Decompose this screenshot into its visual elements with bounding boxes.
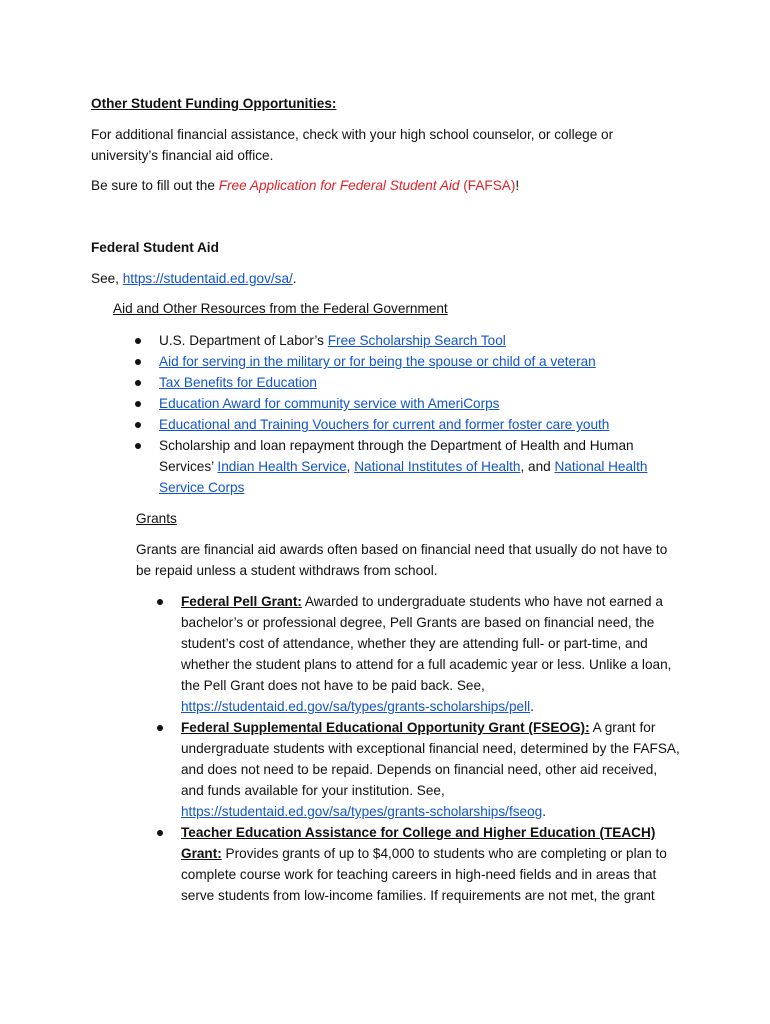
item-separator: ,: [346, 459, 355, 474]
grant-title: Teacher Education Assistance for College and Higher Education (TEACH) Grant:: [181, 825, 656, 861]
grants-heading: Grants: [136, 511, 177, 526]
list-item: [159, 372, 679, 393]
fafsa-link[interactable]: [219, 178, 516, 193]
item-prefix: Scholarship and loan repayment through the Department of Health and Human Services’: [159, 438, 634, 474]
list-item: [159, 414, 679, 435]
federal-resources-list: [159, 330, 679, 498]
fafsa-paragraph: [91, 175, 519, 196]
bullet-icon: [157, 599, 163, 605]
bullet-icon: [135, 338, 141, 344]
fseog-link[interactable]: https://studentaid.ed.gov/sa/types/grants-scholarships/fseog: [181, 804, 543, 819]
federal-see-line: [91, 268, 297, 289]
list-item: [159, 435, 679, 498]
nih-link[interactable]: National Institutes of Health: [354, 459, 521, 474]
bullet-icon: [157, 830, 163, 836]
grant-text: Provides grants of up to $4,000 to students who are completing or plan to complete course work for teaching careers in high-need fields and in areas that serve students from low-income families. If requirements are not met, the grant: [181, 846, 667, 903]
scholarship-search-link[interactable]: Free Scholarship Search Tool: [327, 333, 506, 348]
see-suffix: .: [292, 271, 297, 286]
grant-end: .: [530, 699, 534, 714]
bullet-icon: [135, 380, 141, 386]
list-item: [159, 351, 679, 372]
grant-text: Awarded to undergraduate students who have not earned a bachelor’s or professional degree, Pell Grants are based on financial need, the student’s cost of attendance, whether they are attending full- or part-time, and whether the student plans to attend for a full academic year or less. Unlike a loan, the Pell Grant does not have to be paid back. See,: [181, 594, 672, 693]
grants-intro: Grants are financial aid awards often based on financial need that usually do not have to be repaid unless a student withdraws from school.: [136, 542, 668, 578]
studentaid-link[interactable]: https://studentaid.ed.gov/sa/: [122, 271, 293, 286]
federal-aid-heading: Federal Student Aid: [91, 240, 219, 255]
fafsa-link-plain: (FAFSA): [459, 178, 516, 193]
grant-end: .: [542, 804, 546, 819]
grant-title: Federal Supplemental Educational Opportunity Grant (FSEOG):: [181, 720, 590, 735]
list-item: [159, 393, 679, 414]
list-item: [181, 717, 681, 822]
bullet-icon: [135, 359, 141, 365]
item-prefix: U.S. Department of Labor’s: [159, 333, 328, 348]
item-separator: , and: [520, 459, 555, 474]
see-prefix: See,: [91, 271, 123, 286]
list-item: [181, 822, 681, 906]
grant-title: Federal Pell Grant:: [181, 594, 302, 609]
foster-care-vouchers-link[interactable]: Educational and Training Vouchers for current and former foster care youth: [159, 417, 610, 432]
federal-resources-subheading: Aid and Other Resources from the Federal Government: [113, 301, 448, 316]
intro-paragraph: For additional financial assistance, check with your high school counselor, or college or university’s financial aid office.: [91, 127, 614, 163]
section-heading: Other Student Funding Opportunities:: [91, 96, 337, 111]
grant-text: A grant for undergraduate students with exceptional financial need, determined by the FAFSA, and does not need to be repaid. Depends on financial need, other aid received, and funds available for your institution. See,: [181, 720, 680, 798]
fafsa-prefix: Be sure to fill out the: [91, 178, 219, 193]
bullet-icon: [157, 725, 163, 731]
list-item: [159, 330, 679, 351]
military-aid-link[interactable]: Aid for serving in the military or for being the spouse or child of a veteran: [159, 354, 596, 369]
list-item: [181, 591, 681, 717]
grants-list: [181, 591, 681, 906]
americorps-link[interactable]: Education Award for community service with AmeriCorps: [159, 396, 500, 411]
pell-link[interactable]: https://studentaid.ed.gov/sa/types/grants-scholarships/pell: [181, 699, 531, 714]
bullet-icon: [135, 443, 141, 449]
fafsa-suffix: !: [515, 178, 520, 193]
bullet-icon: [135, 422, 141, 428]
nhsc-link[interactable]: National Health Service Corps: [159, 459, 648, 495]
indian-health-service-link[interactable]: Indian Health Service: [217, 459, 347, 474]
tax-benefits-link[interactable]: Tax Benefits for Education: [159, 375, 317, 390]
fafsa-link-italic: Free Application for Federal Student Aid: [218, 178, 460, 193]
bullet-icon: [135, 401, 141, 407]
